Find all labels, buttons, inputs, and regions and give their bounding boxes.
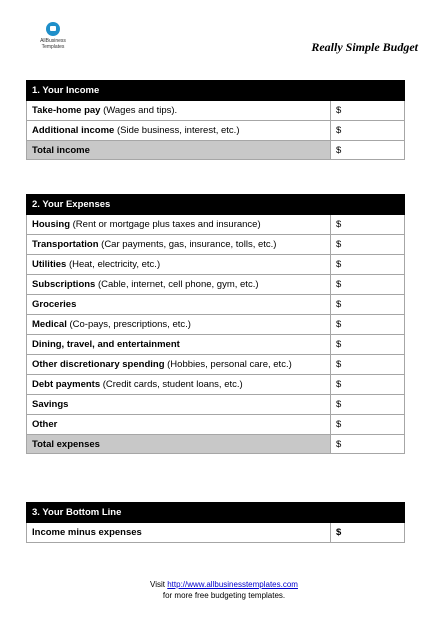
row-label-bold: Groceries [32, 299, 77, 310]
total-income-row [27, 141, 405, 160]
bottom-line-heading: 3. Your Bottom Line [27, 503, 331, 523]
income-header-row [27, 81, 405, 101]
table-row [27, 295, 405, 315]
row-label-detail: (Cable, internet, cell phone, gym, etc.) [95, 279, 259, 290]
row-label-bold: Take-home pay [32, 105, 101, 116]
row-label [27, 335, 331, 355]
row-label [27, 275, 331, 295]
row-label-bold: Additional income [32, 125, 115, 136]
amount-field[interactable]: $ [331, 255, 405, 275]
total-expenses-row [27, 435, 405, 454]
row-label-detail: (Side business, interest, etc.) [114, 125, 240, 136]
row-label [27, 395, 331, 415]
row-label [27, 295, 331, 315]
expenses-table [26, 194, 405, 454]
row-label-bold: Savings [32, 399, 69, 410]
row-label [27, 101, 331, 121]
amount-field[interactable]: $ [331, 395, 405, 415]
footer-line-1 [0, 579, 448, 590]
income-heading: 1. Your Income [27, 81, 331, 101]
footer-line-2: for more free budgeting templates. [162, 591, 286, 600]
total-income-label: Total income [27, 141, 331, 160]
amount-field[interactable]: $ [331, 215, 405, 235]
total-income-field[interactable]: $ [331, 141, 405, 160]
amount-field[interactable]: $ [331, 415, 405, 435]
footer [0, 579, 448, 601]
amount-field[interactable]: $ [331, 295, 405, 315]
amount-field[interactable]: $ [331, 121, 405, 141]
logo-text: AllBusiness Templates [40, 38, 66, 50]
row-label-bold: Other [32, 419, 58, 430]
logo [34, 22, 72, 50]
total-expenses-field[interactable]: $ [331, 435, 405, 454]
row-label [27, 121, 331, 141]
table-row [27, 315, 405, 335]
row-label-bold: Housing [32, 219, 70, 230]
income-minus-expenses-label: Income minus expenses [27, 523, 331, 543]
footer-visit-text: Visit [150, 580, 168, 589]
table-row [27, 275, 405, 295]
row-label-bold: Transportation [32, 239, 99, 250]
table-row [27, 523, 405, 543]
footer-link[interactable]: http://www.allbusinesstemplates.com [167, 580, 298, 589]
table-row [27, 121, 405, 141]
document-title: Really Simple Budget [311, 40, 418, 54]
table-row [27, 335, 405, 355]
expenses-header-row [27, 195, 405, 215]
row-label-detail: (Car payments, gas, insurance, tolls, etc.) [98, 239, 277, 250]
row-label-detail: (Heat, electricity, etc.) [66, 259, 161, 270]
amount-field[interactable]: $ [331, 101, 405, 121]
amount-field[interactable]: $ [331, 375, 405, 395]
bottom-line-header-blank [331, 503, 405, 523]
row-label [27, 235, 331, 255]
amount-field[interactable]: $ [331, 355, 405, 375]
expenses-header-blank [331, 195, 405, 215]
income-minus-expenses-field[interactable]: $ [331, 523, 405, 543]
row-label [27, 375, 331, 395]
table-row [27, 101, 405, 121]
table-row [27, 235, 405, 255]
row-label-bold: Utilities [32, 259, 67, 270]
table-row [27, 375, 405, 395]
row-label-detail: (Wages and tips). [100, 105, 178, 116]
amount-field[interactable]: $ [331, 335, 405, 355]
row-label [27, 215, 331, 235]
row-label [27, 355, 331, 375]
table-row [27, 215, 405, 235]
row-label [27, 255, 331, 275]
bottom-line-header-row [27, 503, 405, 523]
table-row [27, 415, 405, 435]
table-row [27, 395, 405, 415]
row-label-detail: (Co-pays, prescriptions, etc.) [66, 319, 191, 330]
row-label-bold: Medical [32, 319, 67, 330]
income-header-blank [331, 81, 405, 101]
table-row [27, 355, 405, 375]
row-label-bold: Dining, travel, and entertainment [32, 339, 180, 350]
row-label-bold: Other discretionary spending [32, 359, 165, 370]
expenses-heading: 2. Your Expenses [27, 195, 331, 215]
row-label-bold: Subscriptions [32, 279, 96, 290]
amount-field[interactable]: $ [331, 315, 405, 335]
row-label-detail: (Hobbies, personal care, etc.) [164, 359, 292, 370]
row-label [27, 315, 331, 335]
income-table [26, 80, 405, 160]
briefcase-icon [46, 22, 60, 36]
row-label-detail: (Credit cards, student loans, etc.) [100, 379, 243, 390]
row-label-detail: (Rent or mortgage plus taxes and insurance) [70, 219, 261, 230]
total-expenses-label: Total expenses [27, 435, 331, 454]
row-label [27, 415, 331, 435]
table-row [27, 255, 405, 275]
bottom-line-table [26, 502, 405, 543]
amount-field[interactable]: $ [331, 235, 405, 255]
amount-field[interactable]: $ [331, 275, 405, 295]
row-label-bold: Debt payments [32, 379, 101, 390]
